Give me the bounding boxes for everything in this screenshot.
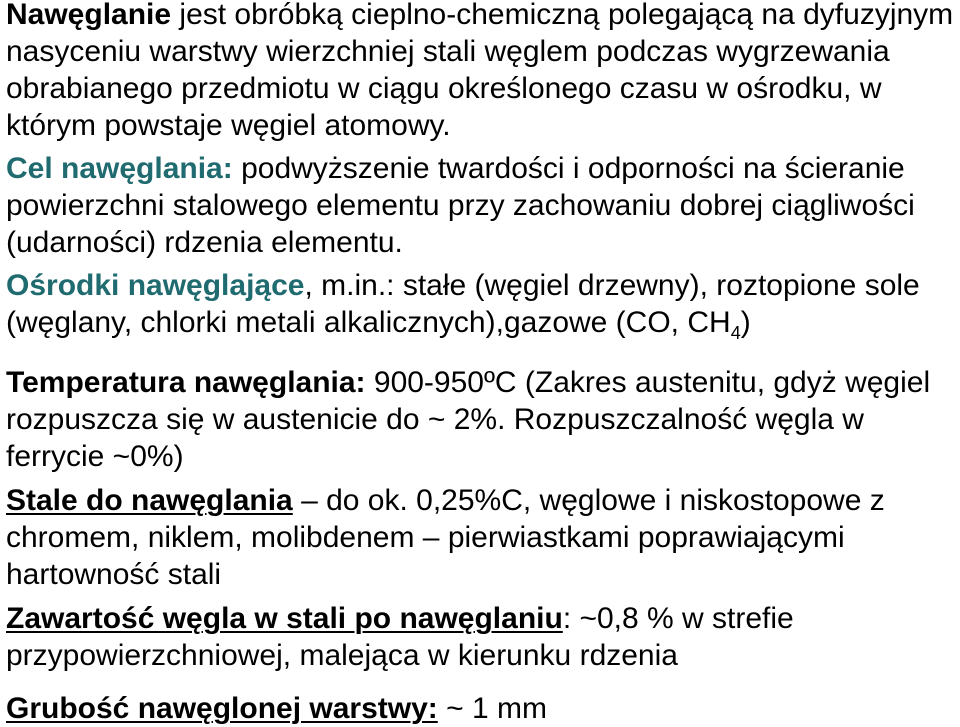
term-stale-do-naweglania: Stale do nawęglania bbox=[6, 484, 293, 517]
term-osrodki-naweglajace: Ośrodki nawęglające bbox=[6, 269, 305, 302]
paragraph-temperature bbox=[6, 364, 958, 475]
layer-thickness-text: ~ 1 mm bbox=[437, 692, 547, 725]
definition-text: jest obróbką cieplno-chemiczną polegającą na dyfuzyjnym nasyceniu warstwy wierzchniej stali węglem podczas wygrzewania obrabianego przedmiotu w ciągu określonego czasu w ośrodku, w którym powstaje węgiel atomowy. bbox=[6, 0, 954, 142]
paragraph-purpose bbox=[6, 150, 958, 261]
term-zawartosc-wegla: Zawartość węgla w stali po nawęglaniu bbox=[6, 602, 563, 635]
ch4-subscript: 4 bbox=[730, 323, 741, 343]
purpose-text: podwyższenie twardości i odporności na ścieranie powierzchni stalowego elementu przy zachowaniu dobrej ciągliwości (udarności) rdzenia elementu. bbox=[6, 152, 915, 259]
media-text-end: ) bbox=[740, 306, 751, 339]
paragraph-layer-thickness bbox=[6, 690, 958, 727]
term-temperatura-naweglania: Temperatura nawęglania: bbox=[6, 366, 366, 399]
temperature-text: 900-950ºC (Zakres austenitu, gdyż węgiel rozpuszcza się w austenicie do ~ 2%. bbox=[6, 366, 931, 436]
paragraph-media bbox=[6, 267, 958, 352]
term-cel-naweglania: Cel nawęglania: bbox=[6, 152, 233, 185]
paragraph-carbon-content bbox=[6, 600, 958, 674]
carbon-content-text: : ~0,8 % w strefie przypowierzchniowej, malejąca w kierunku rdzenia bbox=[6, 602, 794, 672]
term-grubosc-warstwy: Grubość nawęglonej warstwy: bbox=[6, 692, 438, 725]
media-text: , m.in.: stałe (węgiel drzewny), roztopione sole (węglany, chlorki metali alkalicznych),gazowe (CO, CH bbox=[6, 269, 920, 339]
term-naweglanie: Nawęglanie bbox=[6, 0, 172, 31]
paragraph-definition bbox=[6, 0, 958, 144]
steels-text: – do ok. 0,25%C, węglowe i niskostopowe z chromem, niklem, molibdenem – pierwiastkami poprawiającymi hartowność stali bbox=[6, 484, 885, 591]
paragraph-steels bbox=[6, 482, 958, 593]
solubility-text: Rozpuszczalność węgla w ferrycie ~0%) bbox=[6, 403, 864, 473]
